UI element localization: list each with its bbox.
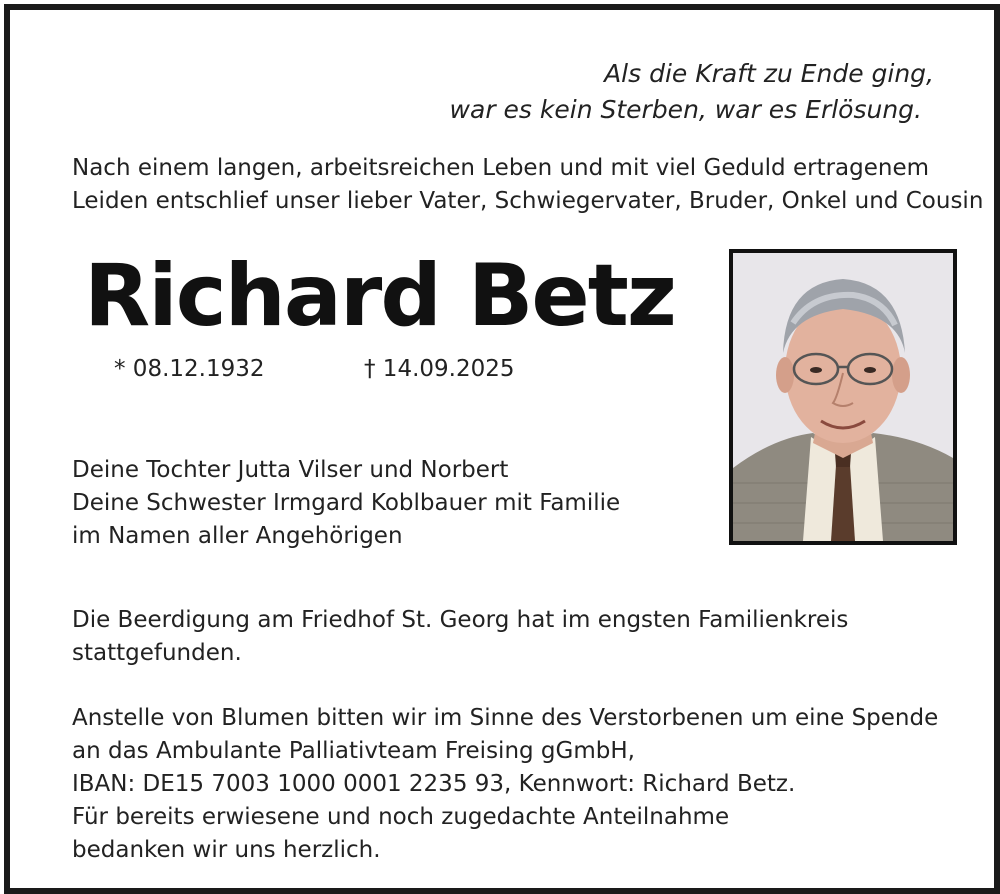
portrait-photo [729,249,957,545]
death-date: † 14.09.2025 [364,356,515,382]
intro-text [72,152,984,218]
portrait-photo-icon [733,253,953,541]
birth-date: * 08.12.1932 [114,356,265,382]
donation-line: bedanken wir uns herzlich. [72,837,381,863]
donation-line: an das Ambulante Palliativteam Freising gGmbH, [72,738,635,764]
obituary-frame [4,4,1000,894]
motto-line-1: Als die Kraft zu Ende ging, [604,59,934,88]
donation-line: Anstelle von Blumen bitten wir im Sinne des Verstorbenen um eine Spende [72,705,939,731]
signer-line: Deine Tochter Jutta Vilser und Norbert [72,457,509,483]
donation-iban-line: IBAN: DE15 7003 1000 0001 2235 93, Kennwort: Richard Betz. [72,771,796,797]
donation-notice [72,702,952,867]
funeral-notice [72,604,932,670]
motto-line-2: war es kein Sterben, war es Erlösung. [449,95,922,124]
funeral-line: Die Beerdigung am Friedhof St. Georg hat im engsten Familienkreis [72,607,849,633]
intro-line-2: Leiden entschlief unser lieber Vater, Schwiegervater, Bruder, Onkel und Cousin [72,188,984,214]
signers-block [72,454,620,553]
funeral-line: stattgefunden. [72,640,242,666]
deceased-name: Richard Betz [84,246,675,346]
motto-quote [450,56,934,128]
signer-line: im Namen aller Angehörigen [72,523,403,549]
signer-line: Deine Schwester Irmgard Koblbauer mit Familie [72,490,621,516]
donation-line: Für bereits erwiesene und noch zugedachte Anteilnahme [72,804,730,830]
intro-line-1: Nach einem langen, arbeitsreichen Leben und mit viel Geduld ertragenem [72,155,930,181]
